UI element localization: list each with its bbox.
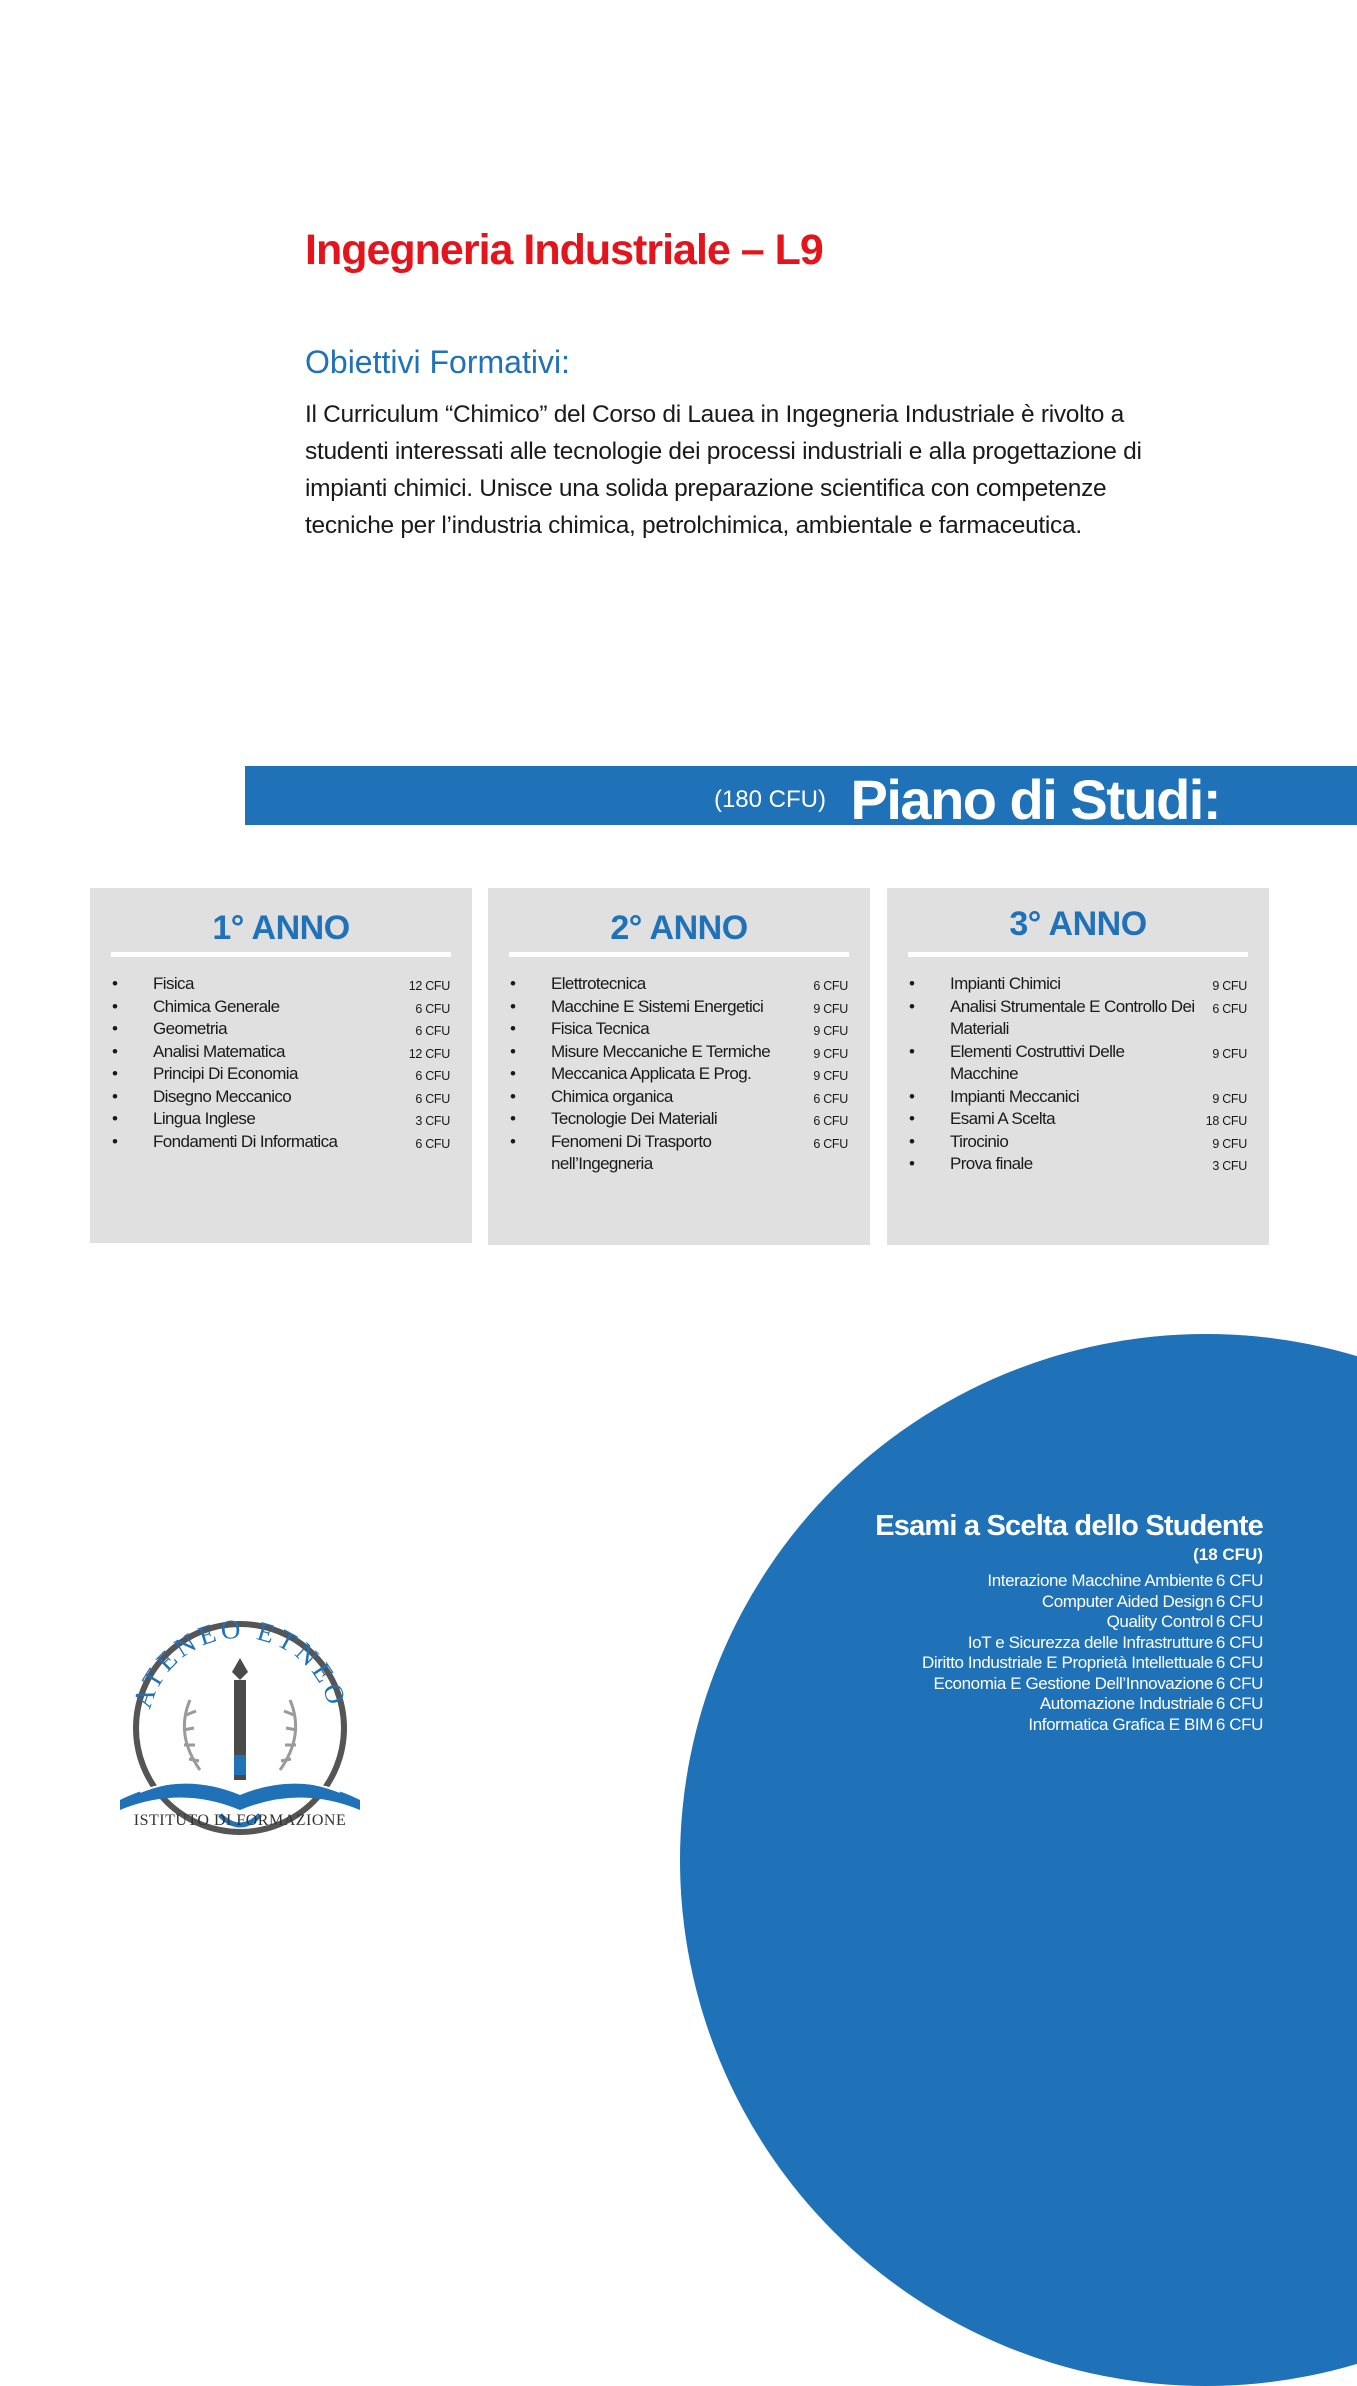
- list-item: [488, 1108, 870, 1131]
- bullet-icon: •: [510, 1086, 516, 1106]
- elective-item: [803, 1571, 1263, 1592]
- course-cfu: 9 CFU: [1212, 1136, 1247, 1151]
- elective-name: IoT e Sicurezza delle Infrastrutture: [967, 1632, 1213, 1652]
- list-item: [90, 1063, 472, 1086]
- course-cfu: 6 CFU: [415, 1024, 450, 1038]
- course-name: Chimica Generale: [153, 996, 280, 1016]
- course-name: Geometria: [153, 1019, 227, 1038]
- intro-line: Il Curriculum “Chimico” del Corso di Lauea in Ingegneria Industriale è rivolto a: [305, 401, 1124, 428]
- course-cfu: 6 CFU: [813, 1136, 848, 1151]
- bullet-icon: •: [510, 996, 516, 1016]
- year-card-2: [488, 888, 870, 1245]
- bullet-icon: •: [112, 1064, 118, 1083]
- list-item: [90, 996, 472, 1019]
- torch-icon: [232, 1658, 248, 1780]
- list-item: [90, 973, 472, 996]
- ateneo-etneo-logo: [120, 1620, 360, 1840]
- course-cfu: 3 CFU: [415, 1114, 450, 1128]
- elective-name: Interazione Macchine Ambiente: [987, 1571, 1213, 1590]
- elective-name: Economia E Gestione Dell’Innovazione: [933, 1673, 1213, 1693]
- course-list: [90, 973, 472, 1153]
- study-plan-band: [245, 766, 1357, 831]
- course-name: Impianti Chimici: [950, 974, 1061, 993]
- course-cfu: 6 CFU: [813, 979, 848, 993]
- list-item: [488, 1086, 870, 1109]
- bullet-icon: •: [510, 974, 516, 993]
- list-item: [488, 1063, 870, 1086]
- elective-item: [803, 1715, 1263, 1736]
- elective-cfu: 6 CFU: [1215, 1714, 1263, 1734]
- year-divider: [908, 952, 1248, 957]
- section-subtitle: Obiettivi Formativi:: [305, 344, 570, 380]
- bullet-icon: •: [510, 1131, 516, 1151]
- list-item: [488, 1041, 870, 1064]
- course-name: Tecnologie Dei Materiali: [551, 1109, 718, 1128]
- bullet-icon: •: [510, 1041, 516, 1061]
- list-item: [90, 1086, 472, 1109]
- course-cfu: 6 CFU: [813, 1114, 848, 1128]
- bullet-icon: •: [909, 1086, 915, 1106]
- bullet-icon: •: [112, 1131, 118, 1151]
- course-cfu: 12 CFU: [408, 979, 450, 993]
- bullet-icon: •: [112, 1019, 118, 1038]
- course-name: Esami A Scelta: [950, 1109, 1055, 1128]
- course-cfu: 9 CFU: [813, 1024, 848, 1038]
- course-name: Chimica organica: [551, 1086, 673, 1106]
- course-cfu: 12 CFU: [408, 1046, 450, 1061]
- course-name: Lingua Inglese: [153, 1109, 256, 1128]
- course-name: Principi Di Economia: [153, 1064, 298, 1083]
- list-item: [887, 1041, 1269, 1086]
- study-plan-heading: Piano di Studi:: [850, 768, 1220, 831]
- course-name: Misure Meccaniche E Termiche: [551, 1041, 771, 1061]
- course-cfu: 6 CFU: [813, 1091, 848, 1106]
- elective-item: [803, 1653, 1263, 1674]
- bullet-icon: •: [909, 1041, 915, 1061]
- elective-name: Automazione Industriale: [1039, 1694, 1213, 1713]
- intro-paragraph: [305, 396, 1225, 544]
- course-name: Disegno Meccanico: [153, 1086, 292, 1106]
- elective-cfu: 6 CFU: [1215, 1653, 1263, 1672]
- bullet-icon: •: [112, 1086, 118, 1106]
- intro-line: tecniche per l’industria chimica, petrolchimica, ambientale e farmaceutica.: [305, 512, 1082, 539]
- list-item: [887, 1131, 1269, 1154]
- course-cfu: 6 CFU: [1212, 1001, 1247, 1016]
- course-cfu: 3 CFU: [1212, 1159, 1247, 1173]
- course-cfu: 6 CFU: [415, 1091, 450, 1106]
- elective-name: Diritto Industriale E Proprietà Intellettuale: [922, 1653, 1213, 1672]
- year-title: 2° ANNO: [610, 909, 748, 947]
- course-cfu: 9 CFU: [813, 1069, 848, 1083]
- decorative-circle: [680, 1334, 1357, 2386]
- list-item: [90, 1041, 472, 1064]
- course-list: [488, 973, 870, 1176]
- bullet-icon: •: [510, 1019, 516, 1038]
- list-item: [887, 1108, 1269, 1131]
- course-name: Fisica Tecnica: [551, 1019, 650, 1038]
- list-item: [887, 973, 1269, 996]
- elective-item: [803, 1633, 1263, 1654]
- elective-item: [803, 1592, 1263, 1613]
- bullet-icon: •: [909, 1131, 915, 1151]
- elective-cfu: 6 CFU: [1215, 1673, 1263, 1693]
- elective-item: [803, 1674, 1263, 1695]
- course-name: Analisi Matematica: [153, 1041, 285, 1061]
- course-cfu: 6 CFU: [415, 1069, 450, 1083]
- logo-caption: ISTITUTO DI FORMAZIONE: [133, 1812, 347, 1829]
- course-cfu: 6 CFU: [415, 1136, 450, 1151]
- year-title: 1° ANNO: [212, 909, 350, 947]
- list-item: [488, 1131, 870, 1176]
- study-plan-total: (180 CFU): [713, 786, 826, 813]
- course-list: [887, 973, 1269, 1176]
- bullet-icon: •: [112, 974, 118, 993]
- course-name: Impianti Meccanici: [950, 1086, 1080, 1106]
- elective-name: Computer Aided Design: [1041, 1591, 1213, 1611]
- year-divider: [509, 952, 849, 957]
- page-title: Ingegneria Industriale – L9: [305, 226, 823, 274]
- elective-item: [803, 1694, 1263, 1715]
- list-item: [90, 1131, 472, 1154]
- course-name: Fisica: [153, 974, 194, 993]
- bullet-icon: •: [510, 1109, 516, 1128]
- elective-name: Quality Control: [1106, 1612, 1213, 1631]
- electives-panel: [803, 1509, 1263, 1735]
- bullet-icon: •: [909, 996, 915, 1016]
- elective-cfu: 6 CFU: [1215, 1612, 1263, 1631]
- list-item: [90, 1108, 472, 1131]
- course-name: Tirocinio: [950, 1131, 1009, 1151]
- course-cfu: 9 CFU: [1212, 1091, 1247, 1106]
- list-item: [488, 973, 870, 996]
- list-item: [887, 996, 1269, 1041]
- course-cfu: 9 CFU: [813, 1046, 848, 1061]
- course-name: Meccanica Applicata E Prog.: [551, 1064, 752, 1083]
- year-divider: [111, 952, 451, 957]
- intro-line: studenti interessati alle tecnologie dei processi industriali e alla progettazione di: [305, 438, 1142, 465]
- list-item: [488, 996, 870, 1019]
- course-name: Fenomeni Di Trasporto nell’Ingegneria: [551, 1131, 712, 1173]
- bullet-icon: •: [909, 974, 915, 993]
- course-name: Elettrotecnica: [551, 974, 646, 993]
- elective-item: [803, 1612, 1263, 1633]
- list-item: [90, 1018, 472, 1041]
- course-name: Elementi Costruttivi Delle Macchine: [950, 1041, 1125, 1083]
- bullet-icon: •: [112, 1109, 118, 1128]
- elective-cfu: 6 CFU: [1215, 1591, 1263, 1611]
- bullet-icon: •: [112, 996, 118, 1016]
- course-name: Prova finale: [950, 1154, 1033, 1173]
- course-cfu: 6 CFU: [415, 1001, 450, 1016]
- list-item: [488, 1018, 870, 1041]
- elective-cfu: 6 CFU: [1215, 1694, 1263, 1713]
- bullet-icon: •: [510, 1064, 516, 1083]
- course-name: Fondamenti Di Informatica: [153, 1131, 338, 1151]
- intro-line: impianti chimici. Unisce una solida preparazione scientifica con competenze: [305, 475, 1107, 502]
- year-card-1: [90, 888, 472, 1243]
- list-item: [887, 1086, 1269, 1109]
- electives-total: (18 CFU): [1193, 1545, 1263, 1564]
- course-name: Analisi Strumentale E Controllo Dei Materiali: [950, 996, 1195, 1038]
- year-card-3: [887, 888, 1269, 1245]
- course-cfu: 9 CFU: [1212, 979, 1247, 993]
- course-cfu: 9 CFU: [813, 1001, 848, 1016]
- course-name: Macchine E Sistemi Energetici: [551, 996, 764, 1016]
- list-item: [887, 1153, 1269, 1176]
- bullet-icon: •: [909, 1154, 915, 1173]
- logo-arc-text: ATENEO ETNEO: [126, 1620, 354, 1712]
- course-cfu: 18 CFU: [1205, 1114, 1247, 1128]
- electives-title: Esami a Scelta dello Studente: [875, 1510, 1263, 1542]
- elective-cfu: 6 CFU: [1215, 1632, 1263, 1652]
- course-cfu: 9 CFU: [1212, 1046, 1247, 1061]
- elective-name: Informatica Grafica E BIM: [1028, 1714, 1213, 1734]
- elective-cfu: 6 CFU: [1215, 1571, 1263, 1590]
- bullet-icon: •: [909, 1109, 915, 1128]
- year-title: 3° ANNO: [1009, 905, 1147, 943]
- bullet-icon: •: [112, 1041, 118, 1061]
